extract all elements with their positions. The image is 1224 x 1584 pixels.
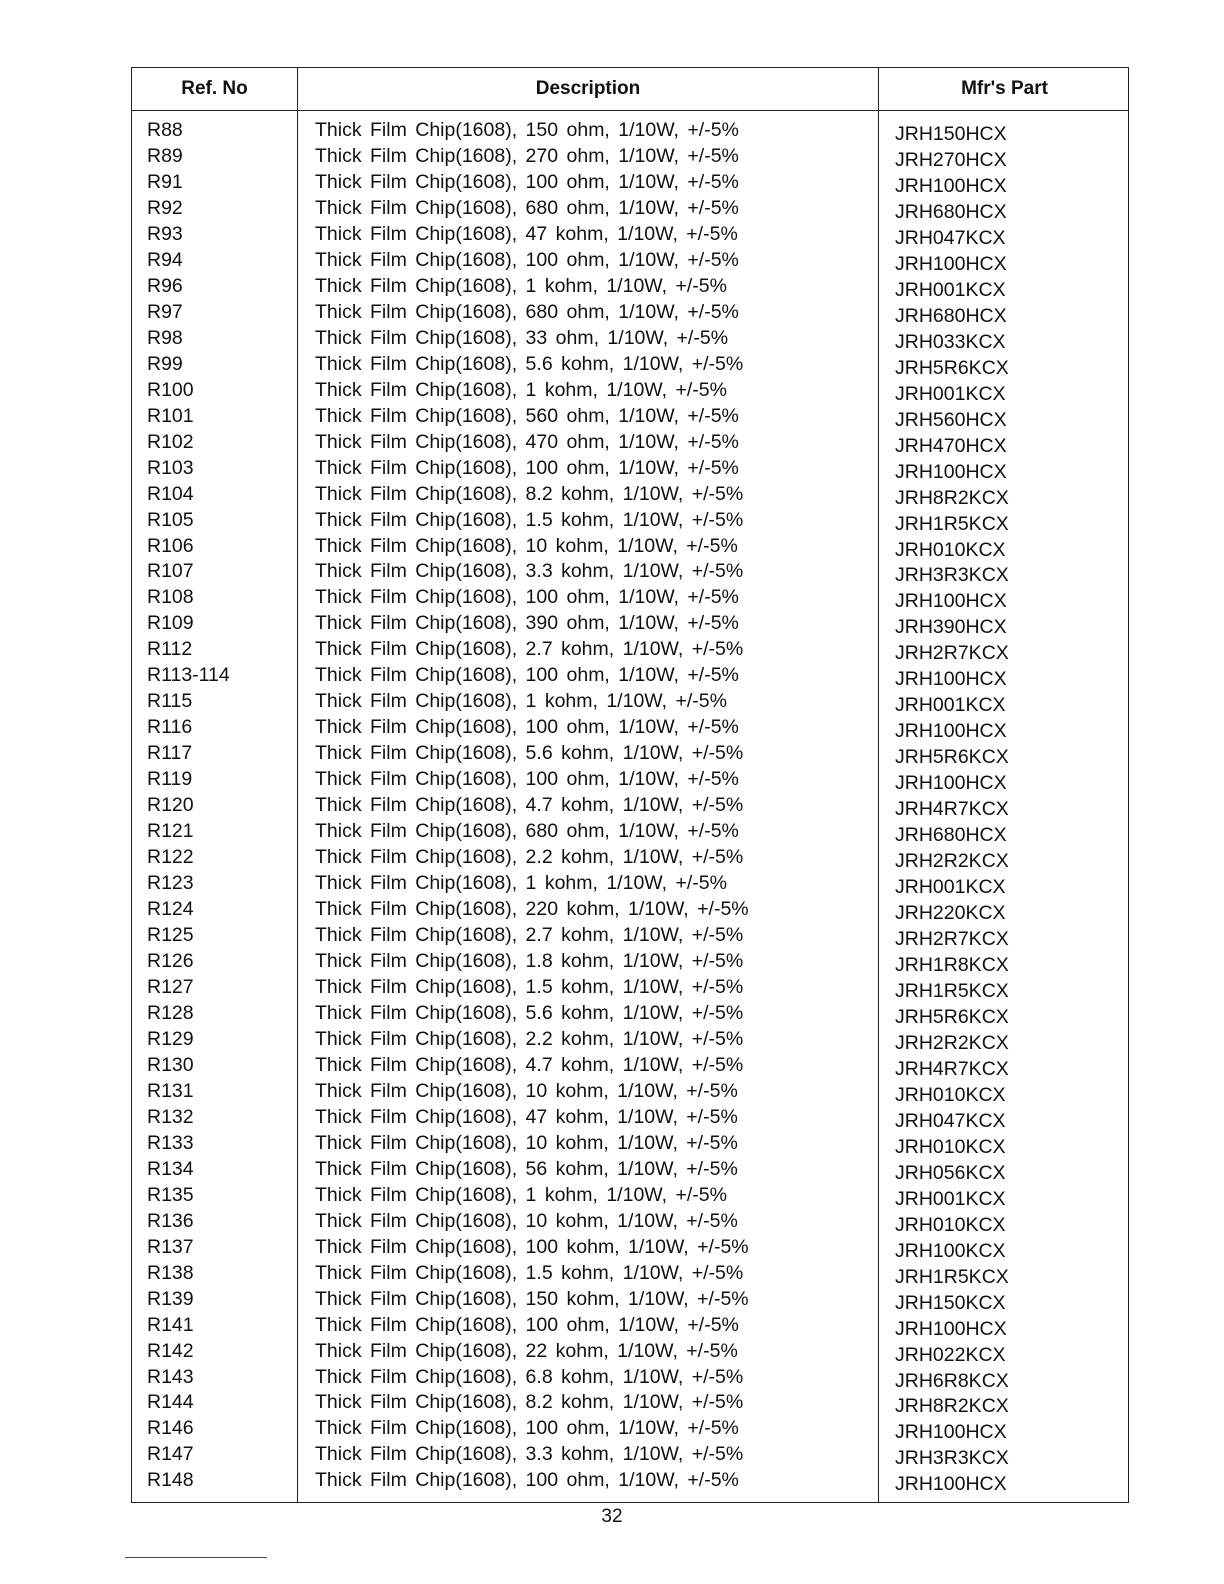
table-row [132,1313,1128,1339]
part-cell: JRH220KCX [895,902,1006,925]
table-row [132,352,1128,378]
description-cell: Thick Film Chip(1608), 3.3 kohm, 1/10W, +/-5% [315,560,744,583]
part-cell: JRH150KCX [895,1291,1006,1314]
description-cell: Thick Film Chip(1608), 100 ohm, 1/10W, +/-5% [315,664,739,687]
table-row [132,1442,1128,1468]
part-cell: JRH100KCX [895,1239,1006,1262]
table-row [132,845,1128,871]
table-row [132,1131,1128,1157]
table-row [132,1183,1128,1209]
part-cell: JRH010KCX [895,538,1006,561]
description-cell: Thick Film Chip(1608), 680 ohm, 1/10W, +/-5% [315,196,739,219]
description-cell: Thick Film Chip(1608), 4.7 kohm, 1/10W, +/-5% [315,794,744,817]
ref-cell: R107 [147,560,194,583]
description-cell: Thick Film Chip(1608), 100 ohm, 1/10W, +/-5% [315,1469,739,1492]
description-cell: Thick Film Chip(1608), 100 ohm, 1/10W, +/-5% [315,768,739,791]
part-cell: JRH100HCX [895,1317,1007,1340]
description-cell: Thick Film Chip(1608), 1 kohm, 1/10W, +/-5% [315,690,727,713]
description-cell: Thick Film Chip(1608), 100 ohm, 1/10W, +/-5% [315,586,739,609]
part-cell: JRH100HCX [895,720,1007,743]
part-cell: JRH560HCX [895,408,1007,431]
part-cell: JRH4R7KCX [895,1057,1009,1080]
table-row [132,689,1128,715]
part-cell: JRH100HCX [895,460,1007,483]
part-cell: JRH100HCX [895,252,1007,275]
description-cell: Thick Film Chip(1608), 1 kohm, 1/10W, +/-5% [315,274,727,297]
description-cell: Thick Film Chip(1608), 100 ohm, 1/10W, +/-5% [315,1313,739,1336]
ref-cell: R128 [147,1001,194,1024]
part-cell: JRH001KCX [895,278,1006,301]
ref-cell: R138 [147,1261,194,1284]
ref-cell: R121 [147,820,194,843]
description-cell: Thick Film Chip(1608), 1 kohm, 1/10W, +/-5% [315,1183,727,1206]
part-cell: JRH033KCX [895,330,1006,353]
part-cell: JRH001KCX [895,876,1006,899]
description-cell: Thick Film Chip(1608), 47 kohm, 1/10W, +/-5% [315,1105,738,1128]
description-cell: Thick Film Chip(1608), 1.8 kohm, 1/10W, +/-5% [315,950,744,972]
ref-cell: R119 [147,768,193,791]
ref-cell: R116 [147,716,193,739]
table-row [132,793,1128,819]
ref-cell: R98 [147,326,183,349]
ref-cell: R88 [147,119,183,141]
ref-cell: R136 [147,1209,194,1232]
table-row [132,559,1128,585]
ref-cell: R126 [147,950,194,972]
description-cell: Thick Film Chip(1608), 390 ohm, 1/10W, +/-5% [315,612,739,635]
table-row [132,1105,1128,1131]
parts-table [131,67,1129,1503]
part-cell: JRH100HCX [895,1473,1007,1496]
table-row [132,482,1128,508]
part-cell: JRH6R8KCX [895,1369,1009,1392]
ref-cell: R94 [147,248,183,271]
part-cell: JRH2R7KCX [895,642,1009,665]
table-row [132,378,1128,404]
description-cell: Thick Film Chip(1608), 5.6 kohm, 1/10W, +/-5% [315,742,744,765]
table-row [132,1053,1128,1079]
ref-cell: R123 [147,872,194,895]
part-cell: JRH5R6KCX [895,356,1009,379]
part-cell: JRH100HCX [895,1421,1007,1444]
ref-cell: R120 [147,794,194,817]
ref-cell: R101 [147,404,194,427]
table-row [132,663,1128,689]
table-row [132,508,1128,534]
table-row [132,975,1128,1001]
part-cell: JRH5R6KCX [895,746,1009,769]
part-cell: JRH390HCX [895,616,1007,639]
part-cell: JRH2R2KCX [895,1031,1009,1054]
description-cell: Thick Film Chip(1608), 8.2 kohm, 1/10W, +/-5% [315,482,744,505]
part-cell: JRH100HCX [895,668,1007,691]
ref-cell: R131 [147,1079,194,1102]
description-cell: Thick Film Chip(1608), 1 kohm, 1/10W, +/-5% [315,872,727,895]
part-cell: JRH680HCX [895,304,1007,327]
table-body [132,118,1128,1494]
ref-cell: R91 [147,170,183,193]
page-number: 32 [601,1506,623,1527]
table-row [132,715,1128,741]
description-cell: Thick Film Chip(1608), 10 kohm, 1/10W, +/-5% [315,1079,738,1102]
description-cell: Thick Film Chip(1608), 2.7 kohm, 1/10W, +/-5% [315,638,744,661]
description-cell: Thick Film Chip(1608), 2.7 kohm, 1/10W, +/-5% [315,924,744,947]
ref-cell: R103 [147,456,194,479]
ref-cell: R104 [147,482,194,505]
ref-cell: R117 [147,742,193,765]
part-cell: JRH4R7KCX [895,798,1009,821]
table-row [132,1287,1128,1313]
table-row [132,534,1128,560]
part-cell: JRH3R3KCX [895,564,1009,587]
table-row [132,430,1128,456]
table-row [132,1468,1128,1494]
table-row [132,1079,1128,1105]
description-cell: Thick Film Chip(1608), 100 ohm, 1/10W, +/-5% [315,170,739,193]
ref-cell: R100 [147,378,194,401]
description-cell: Thick Film Chip(1608), 1.5 kohm, 1/10W, +/-5% [315,975,744,998]
ref-cell: R133 [147,1131,194,1154]
part-cell: JRH010KCX [895,1213,1006,1236]
table-row [132,1209,1128,1235]
part-cell: JRH100HCX [895,772,1007,795]
description-cell: Thick Film Chip(1608), 100 ohm, 1/10W, +/-5% [315,716,739,739]
part-cell: JRH001KCX [895,1187,1006,1210]
description-cell: Thick Film Chip(1608), 100 ohm, 1/10W, +/-5% [315,1417,739,1440]
part-cell: JRH2R7KCX [895,928,1009,951]
ref-cell: R147 [147,1443,194,1466]
table-row [132,274,1128,300]
table-row [132,170,1128,196]
table-row [132,819,1128,845]
ref-cell: R97 [147,300,183,323]
table-row [132,118,1128,144]
part-cell: JRH001KCX [895,382,1006,405]
part-cell: JRH8R2KCX [895,1395,1009,1418]
ref-cell: R130 [147,1053,194,1076]
description-cell: Thick Film Chip(1608), 6.8 kohm, 1/10W, +/-5% [315,1365,744,1388]
description-cell: Thick Film Chip(1608), 270 ohm, 1/10W, +/-5% [315,144,739,167]
ref-cell: R129 [147,1027,194,1050]
ref-cell: R139 [147,1287,194,1310]
part-cell: JRH022KCX [895,1343,1006,1366]
part-cell: JRH1R8KCX [895,954,1009,976]
ref-cell: R146 [147,1417,194,1440]
part-cell: JRH100HCX [895,590,1007,613]
table-row [132,326,1128,352]
part-cell: JRH5R6KCX [895,1005,1009,1028]
description-cell: Thick Film Chip(1608), 10 kohm, 1/10W, +/-5% [315,534,738,557]
table-row [132,767,1128,793]
ref-cell: R106 [147,534,194,557]
table-row [132,897,1128,923]
description-cell: Thick Film Chip(1608), 5.6 kohm, 1/10W, +/-5% [315,352,744,375]
table-row [132,741,1128,767]
description-cell: Thick Film Chip(1608), 150 kohm, 1/10W, +/-5% [315,1287,749,1310]
description-cell: Thick Film Chip(1608), 33 ohm, 1/10W, +/-5% [315,326,729,349]
table-row [132,456,1128,482]
description-cell: Thick Film Chip(1608), 1.5 kohm, 1/10W, +/-5% [315,1261,744,1284]
ref-cell: R105 [147,508,194,531]
description-cell: Thick Film Chip(1608), 2.2 kohm, 1/10W, +/-5% [315,1027,744,1050]
table-row [132,248,1128,274]
table-row [132,871,1128,897]
table-row [132,637,1128,663]
ref-cell: R96 [147,274,183,297]
ref-cell: R143 [147,1365,194,1388]
part-cell: JRH8R2KCX [895,486,1009,509]
header-mfr-part: Mfr's Part [961,78,1048,99]
ref-cell: R148 [147,1469,194,1492]
table-row [132,1001,1128,1027]
ref-cell: R109 [147,612,194,635]
ref-cell: R122 [147,846,194,869]
description-cell: Thick Film Chip(1608), 8.2 kohm, 1/10W, +/-5% [315,1391,744,1414]
table-row [132,923,1128,949]
table-row [132,949,1128,975]
part-cell: JRH100HCX [895,174,1007,197]
header-ref-no: Ref. No [181,78,248,99]
ref-cell: R115 [147,690,193,713]
ref-cell: R108 [147,586,194,609]
description-cell: Thick Film Chip(1608), 100 ohm, 1/10W, +/-5% [315,248,739,271]
ref-cell: R134 [147,1157,194,1180]
description-cell: Thick Film Chip(1608), 100 ohm, 1/10W, +/-5% [315,456,739,479]
ref-cell: R135 [147,1183,194,1206]
ref-cell: R132 [147,1105,194,1128]
description-cell: Thick Film Chip(1608), 47 kohm, 1/10W, +/-5% [315,222,738,245]
description-cell: Thick Film Chip(1608), 56 kohm, 1/10W, +/-5% [315,1157,738,1180]
ref-cell: R99 [147,352,183,375]
description-cell: Thick Film Chip(1608), 22 kohm, 1/10W, +/-5% [315,1339,738,1362]
ref-cell: R124 [147,898,194,921]
part-cell: JRH1R5KCX [895,979,1009,1002]
description-cell: Thick Film Chip(1608), 1 kohm, 1/10W, +/-5% [315,378,727,401]
table-row [132,611,1128,637]
description-cell: Thick Film Chip(1608), 3.3 kohm, 1/10W, +/-5% [315,1443,744,1466]
part-cell: JRH047KCX [895,1109,1006,1132]
description-cell: Thick Film Chip(1608), 10 kohm, 1/10W, +/-5% [315,1131,738,1154]
description-cell: Thick Film Chip(1608), 220 kohm, 1/10W, +/-5% [315,898,749,921]
part-cell: JRH001KCX [895,694,1006,717]
description-cell: Thick Film Chip(1608), 100 kohm, 1/10W, +/-5% [315,1235,749,1258]
part-cell: JRH1R5KCX [895,512,1009,535]
ref-cell: R89 [147,144,183,167]
table-row [132,1390,1128,1416]
part-cell: JRH470HCX [895,434,1007,457]
table-row [132,1416,1128,1442]
ref-cell: R125 [147,924,194,947]
table-row [132,585,1128,611]
ref-cell: R93 [147,222,183,245]
ref-cell: R102 [147,430,194,453]
part-cell: JRH3R3KCX [895,1447,1009,1470]
description-cell: Thick Film Chip(1608), 10 kohm, 1/10W, +/-5% [315,1209,738,1232]
table-row [132,300,1128,326]
ref-cell: R137 [147,1235,194,1258]
part-cell: JRH680HCX [895,824,1007,847]
part-cell: JRH1R5KCX [895,1265,1009,1288]
description-cell: Thick Film Chip(1608), 4.7 kohm, 1/10W, +/-5% [315,1053,744,1076]
table-row [132,1157,1128,1183]
part-cell: JRH150HCX [895,123,1007,145]
header-description: Description [535,78,641,99]
ref-cell: R141 [147,1313,194,1336]
description-cell: Thick Film Chip(1608), 680 ohm, 1/10W, +/-5% [315,820,739,843]
description-cell: Thick Film Chip(1608), 1.5 kohm, 1/10W, +/-5% [315,508,744,531]
part-cell: JRH680HCX [895,200,1007,223]
description-cell: Thick Film Chip(1608), 470 ohm, 1/10W, +/-5% [315,430,739,453]
table-row [132,1365,1128,1391]
ref-cell: R144 [147,1391,194,1414]
description-cell: Thick Film Chip(1608), 680 ohm, 1/10W, +/-5% [315,300,739,323]
description-cell: Thick Film Chip(1608), 5.6 kohm, 1/10W, +/-5% [315,1001,744,1024]
ref-cell: R92 [147,196,183,219]
table-row [132,1261,1128,1287]
table-row [132,1027,1128,1053]
part-cell: JRH010KCX [895,1083,1006,1106]
part-cell: JRH270HCX [895,148,1007,171]
ref-cell: R127 [147,975,194,998]
header-divider [132,110,1128,111]
part-cell: JRH047KCX [895,226,1006,249]
part-cell: JRH056KCX [895,1161,1006,1184]
table-row [132,1235,1128,1261]
ref-cell: R113-114 [147,664,230,687]
description-cell: Thick Film Chip(1608), 2.2 kohm, 1/10W, +/-5% [315,846,744,869]
table-row [132,404,1128,430]
description-cell: Thick Film Chip(1608), 560 ohm, 1/10W, +/-5% [315,404,739,427]
table-row [132,222,1128,248]
part-cell: JRH2R2KCX [895,850,1009,873]
ref-cell: R112 [147,638,193,661]
table-row [132,1339,1128,1365]
table-row [132,196,1128,222]
part-cell: JRH010KCX [895,1135,1006,1158]
ref-cell: R142 [147,1339,194,1362]
description-cell: Thick Film Chip(1608), 150 ohm, 1/10W, +/-5% [315,119,739,141]
table-row [132,144,1128,170]
footer-rule [125,1557,267,1558]
